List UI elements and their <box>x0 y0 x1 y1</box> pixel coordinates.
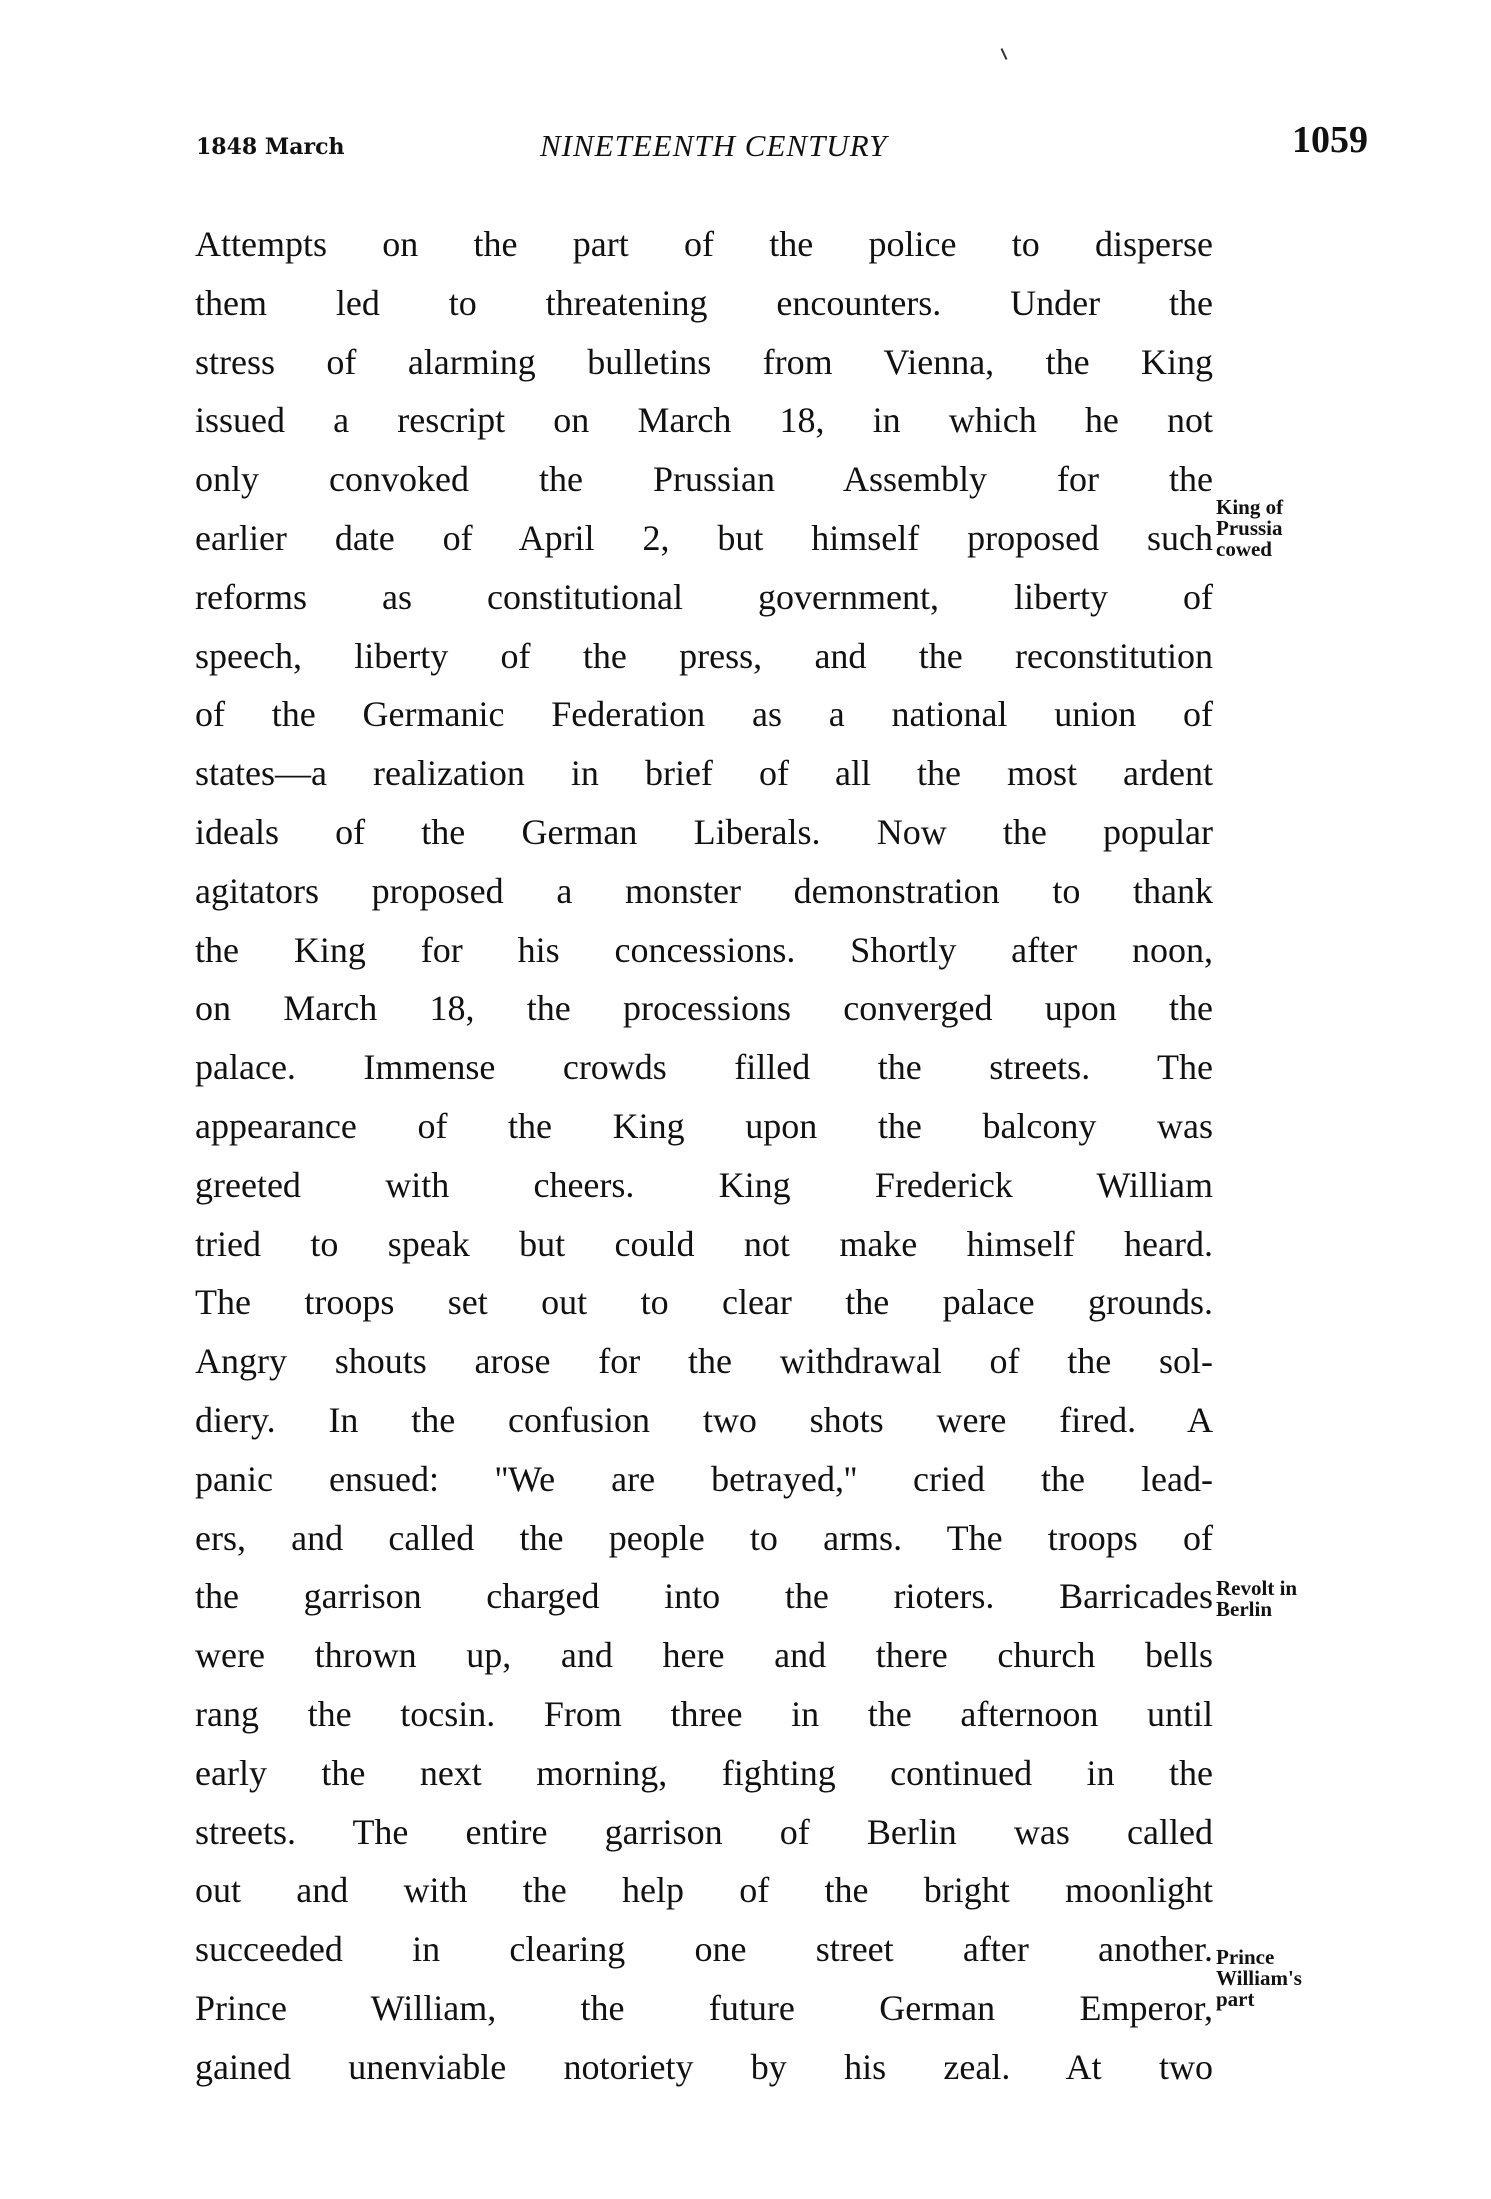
text-line: gained unenviable notoriety by his zeal. At two <box>195 2046 1213 2087</box>
text-line: Prince William, the future German Emperor, <box>195 1987 1213 2028</box>
running-head-date: 1848 March <box>196 134 345 160</box>
text-line: them led to threatening encounters. Under the <box>195 282 1213 323</box>
side-note-line: William's <box>1216 1966 1302 1990</box>
side-note-line: Berlin <box>1216 1597 1272 1621</box>
text-line: diery. In the confusion two shots were fired. A <box>195 1399 1213 1440</box>
text-line: Angry shouts arose for the withdrawal of the sol- <box>195 1341 1213 1382</box>
running-head <box>0 118 1491 178</box>
text-line: of the Germanic Federation as a national union of <box>195 694 1213 735</box>
text-line: states—a realization in brief of all the most ardent <box>195 753 1213 794</box>
text-line: only convoked the Prussian Assembly for the <box>195 459 1213 500</box>
text-line: succeeded in clearing one street after another. <box>195 1929 1213 1970</box>
stray-ink-mark <box>1001 48 1008 60</box>
side-note-king-of-prussia-cowed <box>1216 497 1283 560</box>
text-line: on March 18, the processions converged upon the <box>195 988 1213 1029</box>
side-note-line: Revolt in <box>1216 1576 1298 1600</box>
text-line: stress of alarming bulletins from Vienna, the King <box>195 341 1213 382</box>
running-head-title: NINETEENTH CENTURY <box>540 128 888 163</box>
side-note-revolt-in-berlin <box>1216 1578 1297 1620</box>
page-number: 1059 <box>1292 119 1368 161</box>
text-line: reforms as constitutional government, liberty of <box>195 576 1213 617</box>
side-note-line: part <box>1216 1987 1255 2011</box>
side-note-line: King of <box>1216 495 1284 519</box>
text-line: earlier date of April 2, but himself proposed such <box>195 517 1213 558</box>
text-line: The troops set out to clear the palace grounds. <box>195 1282 1213 1323</box>
text-line: greeted with cheers. King Frederick William <box>195 1164 1213 1205</box>
text-line: were thrown up, and here and there church bells <box>195 1635 1213 1676</box>
text-line: speech, liberty of the press, and the reconstitution <box>195 635 1213 676</box>
text-line: issued a rescript on March 18, in which he not <box>195 400 1213 441</box>
text-line: rang the tocsin. From three in the afternoon until <box>195 1693 1213 1734</box>
text-line: ers, and called the people to arms. The troops of <box>195 1517 1213 1558</box>
text-line: ideals of the German Liberals. Now the popular <box>195 811 1213 852</box>
text-line: panic ensued: ''We are betrayed,'' cried the lead- <box>195 1458 1213 1499</box>
text-line: appearance of the King upon the balcony was <box>195 1105 1213 1146</box>
text-line: palace. Immense crowds filled the streets. The <box>195 1047 1213 1088</box>
text-line: tried to speak but could not make himself heard. <box>195 1223 1213 1264</box>
body-text <box>195 215 1213 2097</box>
side-note-line: cowed <box>1216 537 1272 561</box>
side-note-prince-williams-part <box>1216 1947 1302 2010</box>
text-line: the King for his concessions. Shortly after noon, <box>195 929 1213 970</box>
text-line: Attempts on the part of the police to disperse <box>195 224 1213 264</box>
text-line: the garrison charged into the rioters. Barricades <box>195 1576 1213 1617</box>
text-line: streets. The entire garrison of Berlin was called <box>195 1811 1213 1852</box>
side-note-line: Prussia <box>1216 516 1283 540</box>
text-line: out and with the help of the bright moonlight <box>195 1870 1213 1911</box>
side-note-line: Prince <box>1216 1945 1275 1969</box>
text-line: agitators proposed a monster demonstration to thank <box>195 870 1213 911</box>
text-line: early the next morning, fighting continued in the <box>195 1752 1213 1793</box>
